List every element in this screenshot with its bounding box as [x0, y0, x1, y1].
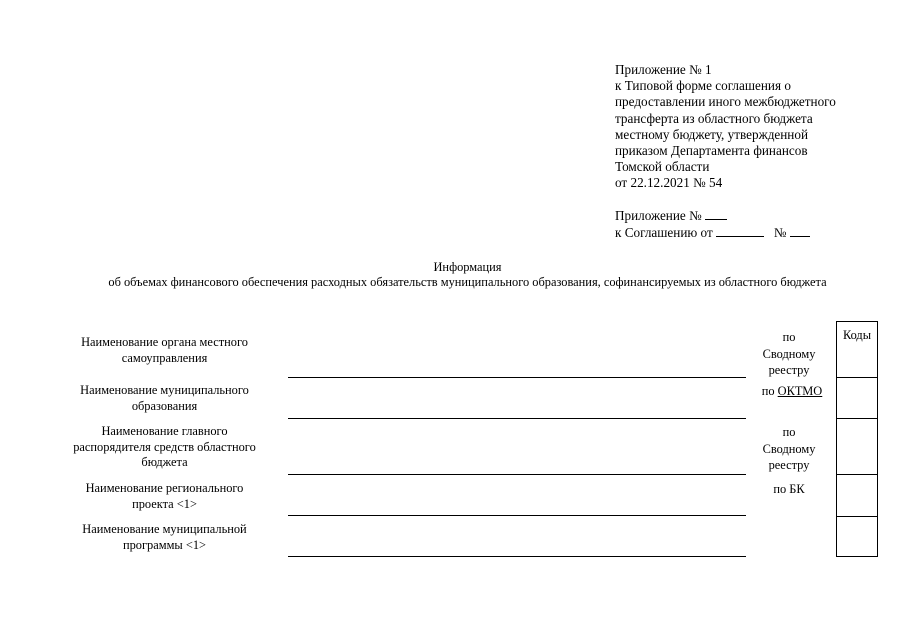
fill-line-regional-project[interactable]: [288, 515, 746, 516]
code-label-consolidated-registry: [757, 329, 821, 379]
appendix-number-label: Приложение №: [615, 208, 702, 223]
row-label-line: Наименование органа местного: [81, 335, 248, 349]
code-label-bk: [757, 481, 821, 498]
row-label-line: Наименование главного: [101, 424, 228, 438]
code-label-line: по БК: [773, 482, 805, 496]
row-label-line: самоуправления: [121, 350, 208, 365]
fill-line-municipal-program[interactable]: [288, 556, 746, 557]
codes-table: [836, 321, 878, 557]
row-label-local-authority: [62, 335, 267, 366]
code-label-line: реестру: [768, 458, 810, 472]
code-label-line: реестру: [768, 363, 810, 377]
row-label-line: Наименование муниципальной: [82, 522, 247, 536]
oktmo-link[interactable]: ОКТМО: [777, 384, 823, 398]
agreement-date-label: к Соглашению от: [615, 225, 713, 241]
code-label-line: по: [782, 330, 796, 344]
agreement-number-blank: [790, 224, 810, 237]
appendix-header: [615, 62, 885, 192]
code-label-line: Сводному: [762, 441, 816, 456]
appendix-line: Приложение № 1: [615, 62, 712, 77]
agreement-appendix-header: [615, 207, 885, 241]
title-line-1: Информация: [433, 260, 502, 274]
appendix-number-blank: [705, 207, 727, 220]
agreement-date-line: [615, 224, 885, 241]
appendix-line: приказом Департамента финансов: [615, 143, 808, 159]
code-cell-consolidated-registry-2[interactable]: [837, 475, 877, 517]
appendix-line: от 22.12.2021 № 54: [615, 175, 723, 191]
code-label-consolidated-registry-2: [757, 424, 821, 474]
row-label-line: образования: [131, 398, 198, 413]
title-line-2: об объемах финансового обеспечения расходных обязательств муниципального образования, софинансируемых из областного бюджета: [108, 275, 827, 289]
agreement-number-sign: №: [773, 225, 787, 241]
agreement-date-blank: [716, 224, 764, 237]
code-cell-consolidated-registry[interactable]: [837, 378, 877, 419]
code-label-line: [752, 383, 832, 400]
row-label-line: программы <1>: [122, 537, 207, 552]
row-label-line: Наименование муниципального: [80, 383, 249, 397]
appendix-line: к Типовой форме соглашения о: [615, 78, 791, 94]
fill-line-local-authority[interactable]: [288, 377, 746, 378]
fill-line-municipality[interactable]: [288, 418, 746, 419]
row-label-regional-project: [62, 481, 267, 512]
row-label-municipality: [62, 383, 267, 414]
code-label-oktmo: [752, 383, 832, 400]
row-label-line: проекта <1>: [132, 496, 197, 511]
codes-header: Коды: [837, 322, 877, 378]
row-label-municipal-program: [62, 522, 267, 553]
fill-line-main-manager[interactable]: [288, 474, 746, 475]
row-label-line: распорядителя средств областного: [73, 439, 256, 454]
row-label-line: бюджета: [141, 455, 188, 469]
code-prefix: по: [761, 384, 775, 398]
appendix-line: предоставлении иного межбюджетного: [615, 94, 836, 110]
appendix-line: местному бюджету, утвержденной: [615, 126, 809, 142]
code-label-line: по: [782, 425, 796, 439]
document-title: [0, 260, 905, 290]
code-label-line: Сводному: [762, 346, 816, 361]
code-cell-bk[interactable]: [837, 517, 877, 556]
row-label-line: Наименование регионального: [85, 481, 244, 495]
appendix-line: трансферта из областного бюджета: [615, 110, 813, 126]
appendix-line: Томской области: [615, 159, 710, 175]
agreement-appendix-number: [615, 207, 885, 224]
row-label-main-manager: [62, 424, 267, 471]
code-cell-oktmo[interactable]: [837, 419, 877, 475]
